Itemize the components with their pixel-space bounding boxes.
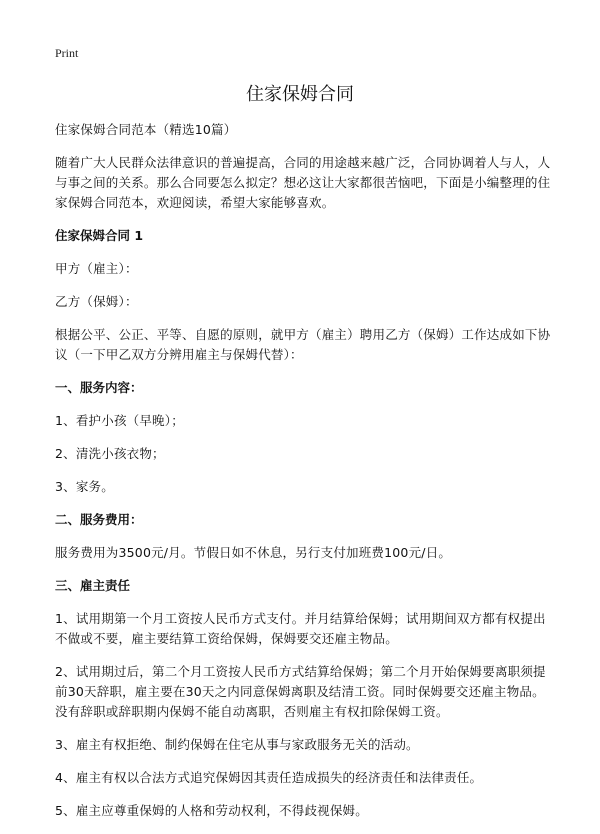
page-title: 住家保姆合同 <box>246 84 354 105</box>
party-b: 乙方（保姆）： <box>55 294 138 309</box>
document-subtitle: 住家保姆合同范本（精选10篇） <box>55 122 237 137</box>
list-item: 5、雇主应尊重保姆的人格和劳动权利，不得歧视保姆。 <box>55 803 368 818</box>
section-heading-employer-duties: 三、雇主责任 <box>55 578 131 593</box>
fees-paragraph: 服务费用为3500元/月。节假日如不休息，另行支付加班费100元/日。 <box>55 545 452 560</box>
intro-paragraph: 随着广大人民群众法律意识的普遍提高，合同的用途越来越广泛，合同协调着人与人，人与事之间的关系。那么合同要怎么拟定？想必这让大家都很苦恼吧，下面是小编整理的住家保姆合同范本，欢迎阅读，希望大家能够喜欢。 <box>55 155 551 210</box>
contract-heading: 住家保姆合同 1 <box>55 228 144 243</box>
list-item: 4、雇主有权以合法方式追究保姆因其责任造成损失的经济责任和法律责任。 <box>55 770 483 785</box>
list-item: 2、试用期过后，第二个月工资按人民币方式结算给保姆；第二个月开始保姆要离职须提前30天辞职，雇主要在30天之内同意保姆离职及结清工资。同时保姆要交还雇主物品。没有辞职或辞职期内保姆不能自动离职，否则雇主有权扣除保姆工资。 <box>55 664 546 719</box>
list-item: 1、看护小孩（早晚）； <box>55 413 184 428</box>
list-item: 3、雇主有权拒绝、制约保姆在住宅从事与家政服务无关的活动。 <box>55 737 419 752</box>
preamble-paragraph: 根据公平、公正、平等、自愿的原则，就甲方（雇主）聘用乙方（保姆）工作达成如下协议（一下甲乙双方分辨用雇主与保姆代替）： <box>55 327 551 362</box>
document-body <box>55 120 555 834</box>
print-link[interactable]: Print <box>55 46 79 60</box>
party-a: 甲方（雇主）： <box>55 261 138 276</box>
section-heading-fees: 二、服务费用： <box>55 512 143 527</box>
list-item: 2、清洗小孩衣物； <box>55 446 165 461</box>
list-item: 1、试用期第一个月工资按人民币方式支付。并月结算给保姆；试用期间双方都有权提出不做或不要，雇主要结算工资给保姆，保姆要交还雇主物品。 <box>55 611 546 646</box>
list-item: 3、家务。 <box>55 479 114 494</box>
section-heading-services: 一、服务内容： <box>55 380 143 395</box>
